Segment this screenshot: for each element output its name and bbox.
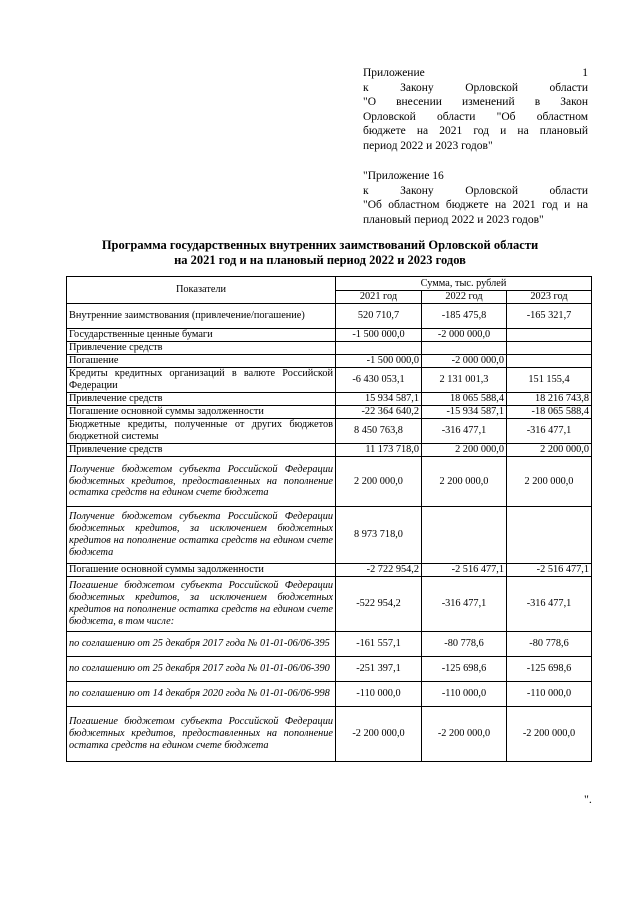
value-2022 [422,507,507,564]
value-2022: -2 000 000,0 [422,355,507,368]
value-2022: -2 000 000,0 [422,329,507,342]
table-row [67,707,592,762]
value-2021: -251 397,1 [336,657,422,682]
value-2023: -18 065 588,4 [507,406,592,419]
value-2023: -125 698,6 [507,657,592,682]
value-2021: 11 173 718,0 [336,444,422,457]
annex-1-line: период 2022 и 2023 годов" [363,139,493,152]
value-2023 [507,329,592,342]
row-label: по соглашению от 25 декабря 2017 года № 01-01-06/06-395 [67,632,336,657]
value-2022: -185 475,8 [422,304,507,329]
closing-quote: ". [584,792,592,806]
row-label: Погашение бюджетом субъекта Российской Федерации бюджетных кредитов, за исключением бюджетных кредитов на пополнение остатка средств на едином счете бюджета, в том числе: [67,577,336,632]
title-line-2: на 2021 год и на плановый период 2022 и 2023 годов [174,253,466,267]
table-row [67,329,592,342]
value-2023 [507,342,592,355]
table-row [67,577,592,632]
document-title [60,238,580,268]
value-2022: 2 200 000,0 [422,457,507,507]
value-2021 [336,342,422,355]
value-2021: 15 934 587,1 [336,393,422,406]
value-2023: 151 155,4 [507,368,592,393]
value-2021: -6 430 053,1 [336,368,422,393]
table-row [67,444,592,457]
table-row [67,355,592,368]
table-row [67,632,592,657]
value-2022 [422,342,507,355]
value-2023: 18 216 743,8 [507,393,592,406]
row-label: Кредиты кредитных организаций в валюте Российской Федерации [67,368,336,393]
header-sum: Сумма, тыс. рублей [336,277,592,291]
row-label: Получение бюджетом субъекта Российской Федерации бюджетных кредитов, предоставленных на пополнение остатка средств на едином счете бюджета [67,457,336,507]
value-2021: -161 557,1 [336,632,422,657]
annex-1-note [363,66,588,153]
value-2023 [507,507,592,564]
value-2021: 8 450 763,8 [336,419,422,444]
table-row [67,457,592,507]
value-2022: 18 065 588,4 [422,393,507,406]
table-row [67,304,592,329]
annex-16-line: "Приложение 16 [363,170,444,182]
table-row [67,657,592,682]
value-2023: 2 200 000,0 [507,457,592,507]
value-2021: 8 973 718,0 [336,507,422,564]
header-year-2023: 2023 год [507,291,592,304]
table-row [67,419,592,444]
header-year-2021: 2021 год [336,291,422,304]
value-2023: -80 778,6 [507,632,592,657]
value-2021: -1 500 000,0 [336,329,422,342]
value-2022: -2 516 477,1 [422,564,507,577]
value-2022: -2 200 000,0 [422,707,507,762]
value-2022: -316 477,1 [422,419,507,444]
annex-1-line: Орловской области "Об областном [363,110,588,123]
annex-16-note [363,169,588,227]
annex-1-line: к Закону Орловской области [363,81,588,94]
borrowing-program-table [66,276,592,762]
row-label: по соглашению от 25 декабря 2017 года № 01-01-06/06-390 [67,657,336,682]
annex-1-line: бюджете на 2021 год и на плановый [363,125,588,137]
value-2022: -316 477,1 [422,577,507,632]
row-label: Привлечение средств [67,444,336,457]
value-2023: -316 477,1 [507,419,592,444]
row-label: Погашение бюджетом субъекта Российской Федерации бюджетных кредитов, предоставленных на пополнение остатка средств на едином счете бюджета [67,707,336,762]
annex-16-line: "Об областном бюджете на 2021 год и на [363,199,588,211]
row-label: Погашение [67,355,336,368]
value-2022: -110 000,0 [422,682,507,707]
table-row [67,368,592,393]
annex-16-line: плановый период 2022 и 2023 годов" [363,213,544,226]
table-row [67,342,592,355]
annex-1-line: Приложение 1 [363,67,588,79]
row-label: Получение бюджетом субъекта Российской Федерации бюджетных кредитов, за исключением бюджетных кредитов на пополнение остатка средств на едином счете бюджета [67,507,336,564]
value-2021: -22 364 640,2 [336,406,422,419]
value-2023 [507,355,592,368]
table-row [67,564,592,577]
row-label: Привлечение средств [67,393,336,406]
value-2021: -2 722 954,2 [336,564,422,577]
value-2023: -316 477,1 [507,577,592,632]
value-2021: -110 000,0 [336,682,422,707]
value-2021: -1 500 000,0 [336,355,422,368]
value-2021: 520 710,7 [336,304,422,329]
value-2023: -2 200 000,0 [507,707,592,762]
value-2023: 2 200 000,0 [507,444,592,457]
row-label: Внутренние заимствования (привлечение/погашение) [67,304,336,329]
value-2021: -2 200 000,0 [336,707,422,762]
row-label: Бюджетные кредиты, полученные от других бюджетов бюджетной системы [67,419,336,444]
header-row [67,277,592,291]
value-2021: 2 200 000,0 [336,457,422,507]
value-2022: 2 200 000,0 [422,444,507,457]
row-label: Государственные ценные бумаги [67,329,336,342]
row-label: Погашение основной суммы задолженности [67,564,336,577]
value-2023: -165 321,7 [507,304,592,329]
table-row [67,682,592,707]
value-2023: -110 000,0 [507,682,592,707]
value-2021: -522 954,2 [336,577,422,632]
table-row [67,406,592,419]
annex-1-line: "О внесении изменений в Закон [363,96,588,108]
value-2022: -15 934 587,1 [422,406,507,419]
header-indicators: Показатели [67,277,336,304]
table-row [67,507,592,564]
value-2023: -2 516 477,1 [507,564,592,577]
header-year-2022: 2022 год [422,291,507,304]
annex-16-line: к Закону Орловской области [363,184,588,197]
row-label: Погашение основной суммы задолженности [67,406,336,419]
value-2022: -80 778,6 [422,632,507,657]
value-2022: 2 131 001,3 [422,368,507,393]
table-row [67,393,592,406]
row-label: по соглашению от 14 декабря 2020 года № 01-01-06/06-998 [67,682,336,707]
title-line-1: Программа государственных внутренних заимствований Орловской области [101,238,539,252]
row-label: Привлечение средств [67,342,336,355]
value-2022: -125 698,6 [422,657,507,682]
